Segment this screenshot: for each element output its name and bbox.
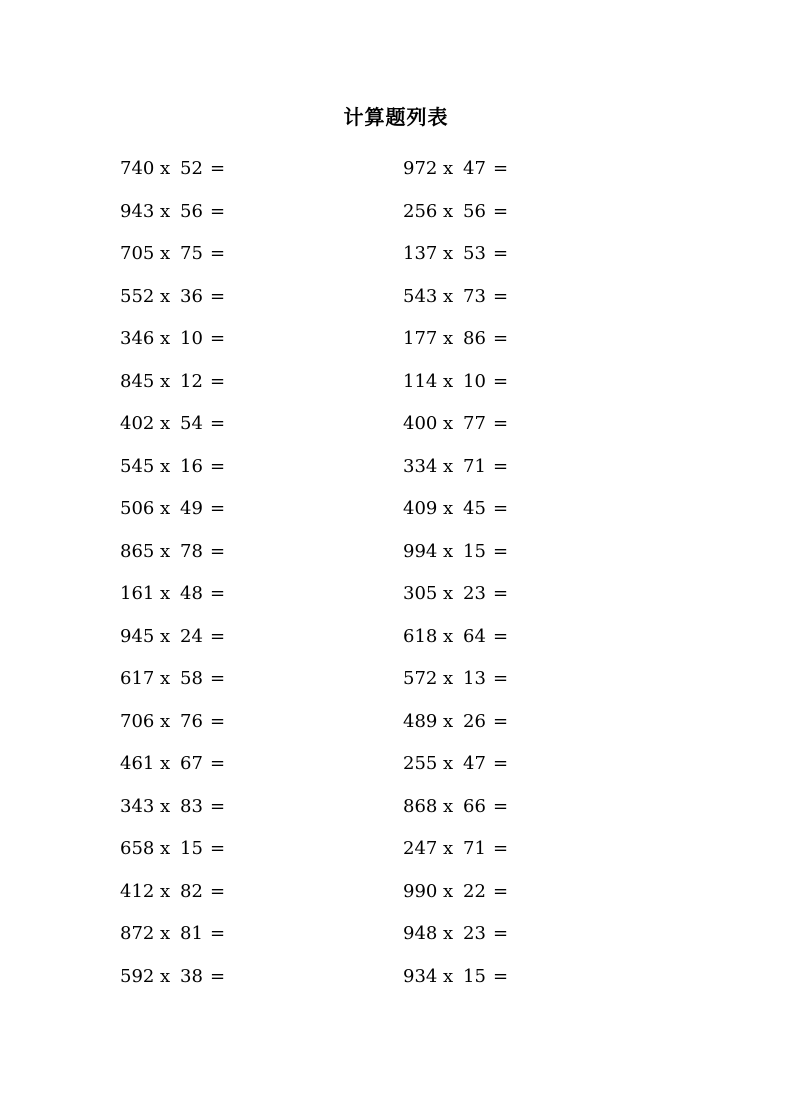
- multiply-operator: x: [160, 498, 171, 519]
- operand-a: 658: [120, 838, 155, 859]
- equals-sign: =: [210, 243, 226, 264]
- operand-a: 865: [120, 540, 155, 562]
- operand-a: 161: [120, 583, 155, 604]
- equals-sign: =: [493, 200, 509, 222]
- operand-a: 617: [120, 668, 155, 689]
- multiply-operator: x: [443, 243, 454, 264]
- operand-b: 83: [180, 795, 203, 817]
- equals-sign: =: [210, 370, 226, 392]
- problem-row: [403, 488, 663, 531]
- operand-b: 56: [180, 200, 203, 222]
- multiply-operator: x: [443, 413, 454, 434]
- equals-sign: =: [493, 498, 509, 519]
- operand-a: 334: [403, 455, 438, 477]
- equals-sign: =: [210, 880, 226, 902]
- equals-sign: =: [210, 498, 226, 519]
- operand-a: 412: [120, 880, 155, 902]
- multiply-operator: x: [443, 200, 454, 222]
- equals-sign: =: [493, 540, 509, 562]
- equals-sign: =: [210, 795, 226, 817]
- equals-sign: =: [493, 370, 509, 392]
- equals-sign: =: [210, 923, 226, 944]
- problem-row: [403, 573, 663, 616]
- operand-b: 53: [463, 243, 486, 264]
- operand-b: 36: [180, 285, 203, 307]
- multiply-operator: x: [443, 583, 454, 604]
- equals-sign: =: [210, 328, 226, 349]
- operand-a: 137: [403, 243, 438, 264]
- operand-b: 56: [463, 200, 486, 222]
- operand-a: 934: [403, 965, 438, 987]
- equals-sign: =: [493, 158, 509, 179]
- equals-sign: =: [210, 158, 226, 179]
- multiply-operator: x: [443, 753, 454, 774]
- problem-row: [120, 573, 380, 616]
- multiply-operator: x: [160, 158, 171, 179]
- multiply-operator: x: [443, 328, 454, 349]
- problem-row: [120, 276, 380, 319]
- problem-row: [120, 403, 380, 446]
- operand-b: 26: [463, 710, 486, 732]
- operand-a: 247: [403, 838, 438, 859]
- operand-a: 255: [403, 753, 438, 774]
- operand-b: 71: [463, 455, 486, 477]
- multiply-operator: x: [160, 328, 171, 349]
- operand-a: 990: [403, 880, 438, 902]
- multiply-operator: x: [160, 540, 171, 562]
- operand-b: 10: [463, 370, 486, 392]
- multiply-operator: x: [160, 710, 171, 732]
- multiply-operator: x: [443, 668, 454, 689]
- equals-sign: =: [210, 455, 226, 477]
- left-problem-column: [120, 148, 380, 998]
- multiply-operator: x: [443, 965, 454, 987]
- equals-sign: =: [493, 413, 509, 434]
- multiply-operator: x: [160, 965, 171, 987]
- problem-row: [120, 743, 380, 786]
- multiply-operator: x: [160, 668, 171, 689]
- multiply-operator: x: [443, 923, 454, 944]
- multiply-operator: x: [443, 838, 454, 859]
- equals-sign: =: [493, 965, 509, 987]
- multiply-operator: x: [443, 498, 454, 519]
- operand-b: 47: [463, 753, 486, 774]
- operand-b: 23: [463, 583, 486, 604]
- multiply-operator: x: [160, 753, 171, 774]
- problem-row: [120, 191, 380, 234]
- equals-sign: =: [210, 540, 226, 562]
- operand-a: 543: [403, 285, 438, 307]
- operand-b: 48: [180, 583, 203, 604]
- problem-row: [403, 658, 663, 701]
- operand-a: 972: [403, 158, 438, 179]
- multiply-operator: x: [160, 583, 171, 604]
- operand-a: 545: [120, 455, 155, 477]
- multiply-operator: x: [443, 540, 454, 562]
- operand-b: 22: [463, 880, 486, 902]
- equals-sign: =: [493, 328, 509, 349]
- equals-sign: =: [493, 838, 509, 859]
- problem-row: [403, 743, 663, 786]
- equals-sign: =: [210, 583, 226, 604]
- operand-b: 13: [463, 668, 486, 689]
- multiply-operator: x: [443, 880, 454, 902]
- page-title: 计算题列表: [343, 105, 449, 129]
- multiply-operator: x: [443, 625, 454, 647]
- problem-row: [403, 318, 663, 361]
- problem-row: [403, 786, 663, 829]
- operand-b: 66: [463, 795, 486, 817]
- operand-b: 71: [463, 838, 486, 859]
- multiply-operator: x: [160, 838, 171, 859]
- equals-sign: =: [210, 413, 226, 434]
- operand-b: 67: [180, 753, 203, 774]
- equals-sign: =: [493, 880, 509, 902]
- operand-b: 78: [180, 540, 203, 562]
- problem-row: [120, 658, 380, 701]
- operand-b: 58: [180, 668, 203, 689]
- problem-row: [120, 318, 380, 361]
- right-problem-column: [403, 148, 663, 998]
- operand-a: 706: [120, 710, 155, 732]
- operand-b: 16: [180, 455, 203, 477]
- operand-b: 54: [180, 413, 203, 434]
- operand-a: 948: [403, 923, 438, 944]
- problem-row: [403, 956, 663, 999]
- operand-b: 73: [463, 285, 486, 307]
- equals-sign: =: [210, 625, 226, 647]
- multiply-operator: x: [160, 285, 171, 307]
- operand-b: 38: [180, 965, 203, 987]
- problem-row: [403, 871, 663, 914]
- operand-a: 402: [120, 413, 155, 434]
- multiply-operator: x: [443, 158, 454, 179]
- problem-row: [403, 361, 663, 404]
- equals-sign: =: [210, 753, 226, 774]
- problem-row: [120, 913, 380, 956]
- problem-row: [403, 531, 663, 574]
- equals-sign: =: [210, 200, 226, 222]
- equals-sign: =: [210, 668, 226, 689]
- operand-b: 77: [463, 413, 486, 434]
- operand-b: 75: [180, 243, 203, 264]
- problem-row: [120, 361, 380, 404]
- problem-row: [120, 233, 380, 276]
- problem-row: [403, 828, 663, 871]
- equals-sign: =: [493, 243, 509, 264]
- operand-a: 552: [120, 285, 155, 307]
- operand-a: 868: [403, 795, 438, 817]
- operand-a: 945: [120, 625, 155, 647]
- equals-sign: =: [493, 668, 509, 689]
- multiply-operator: x: [160, 243, 171, 264]
- operand-a: 343: [120, 795, 155, 817]
- multiply-operator: x: [160, 413, 171, 434]
- equals-sign: =: [493, 923, 509, 944]
- multiply-operator: x: [443, 710, 454, 732]
- multiply-operator: x: [443, 285, 454, 307]
- operand-a: 305: [403, 583, 438, 604]
- operand-a: 572: [403, 668, 438, 689]
- problem-row: [120, 956, 380, 999]
- operand-a: 506: [120, 498, 155, 519]
- operand-a: 872: [120, 923, 155, 944]
- operand-a: 845: [120, 370, 155, 392]
- equals-sign: =: [210, 710, 226, 732]
- operand-b: 45: [463, 498, 486, 519]
- operand-b: 49: [180, 498, 203, 519]
- operand-a: 461: [120, 753, 155, 774]
- problem-row: [120, 786, 380, 829]
- operand-b: 82: [180, 880, 203, 902]
- operand-a: 256: [403, 200, 438, 222]
- problem-row: [120, 531, 380, 574]
- operand-a: 592: [120, 965, 155, 987]
- operand-b: 12: [180, 370, 203, 392]
- equals-sign: =: [493, 710, 509, 732]
- multiply-operator: x: [443, 795, 454, 817]
- problem-row: [120, 148, 380, 191]
- problem-row: [120, 871, 380, 914]
- operand-b: 10: [180, 328, 203, 349]
- operand-a: 400: [403, 413, 438, 434]
- problem-row: [403, 616, 663, 659]
- multiply-operator: x: [160, 455, 171, 477]
- equals-sign: =: [493, 285, 509, 307]
- operand-b: 15: [463, 540, 486, 562]
- operand-b: 81: [180, 923, 203, 944]
- equals-sign: =: [493, 753, 509, 774]
- operand-b: 47: [463, 158, 486, 179]
- operand-a: 943: [120, 200, 155, 222]
- equals-sign: =: [493, 625, 509, 647]
- multiply-operator: x: [443, 455, 454, 477]
- multiply-operator: x: [160, 370, 171, 392]
- problem-row: [403, 191, 663, 234]
- multiply-operator: x: [443, 370, 454, 392]
- equals-sign: =: [210, 285, 226, 307]
- operand-b: 23: [463, 923, 486, 944]
- operand-a: 994: [403, 540, 438, 562]
- operand-a: 409: [403, 498, 438, 519]
- operand-a: 114: [403, 370, 438, 392]
- problem-row: [403, 446, 663, 489]
- problem-row: [403, 701, 663, 744]
- problem-row: [403, 403, 663, 446]
- operand-a: 618: [403, 625, 438, 647]
- problem-row: [120, 488, 380, 531]
- equals-sign: =: [210, 838, 226, 859]
- problem-row: [120, 828, 380, 871]
- operand-a: 346: [120, 328, 155, 349]
- operand-b: 76: [180, 710, 203, 732]
- operand-b: 15: [463, 965, 486, 987]
- operand-b: 52: [180, 158, 203, 179]
- multiply-operator: x: [160, 795, 171, 817]
- multiply-operator: x: [160, 923, 171, 944]
- problem-row: [120, 446, 380, 489]
- problem-row: [403, 233, 663, 276]
- problem-row: [403, 913, 663, 956]
- problem-row: [403, 276, 663, 319]
- problem-row: [120, 701, 380, 744]
- operand-b: 64: [463, 625, 486, 647]
- equals-sign: =: [493, 455, 509, 477]
- operand-b: 86: [463, 328, 486, 349]
- equals-sign: =: [210, 965, 226, 987]
- equals-sign: =: [493, 583, 509, 604]
- equals-sign: =: [493, 795, 509, 817]
- operand-a: 489: [403, 710, 438, 732]
- operand-a: 705: [120, 243, 155, 264]
- operand-a: 740: [120, 158, 155, 179]
- problem-row: [120, 616, 380, 659]
- operand-b: 15: [180, 838, 203, 859]
- operand-a: 177: [403, 328, 438, 349]
- multiply-operator: x: [160, 625, 171, 647]
- operand-b: 24: [180, 625, 203, 647]
- multiply-operator: x: [160, 880, 171, 902]
- multiply-operator: x: [160, 200, 171, 222]
- problem-row: [403, 148, 663, 191]
